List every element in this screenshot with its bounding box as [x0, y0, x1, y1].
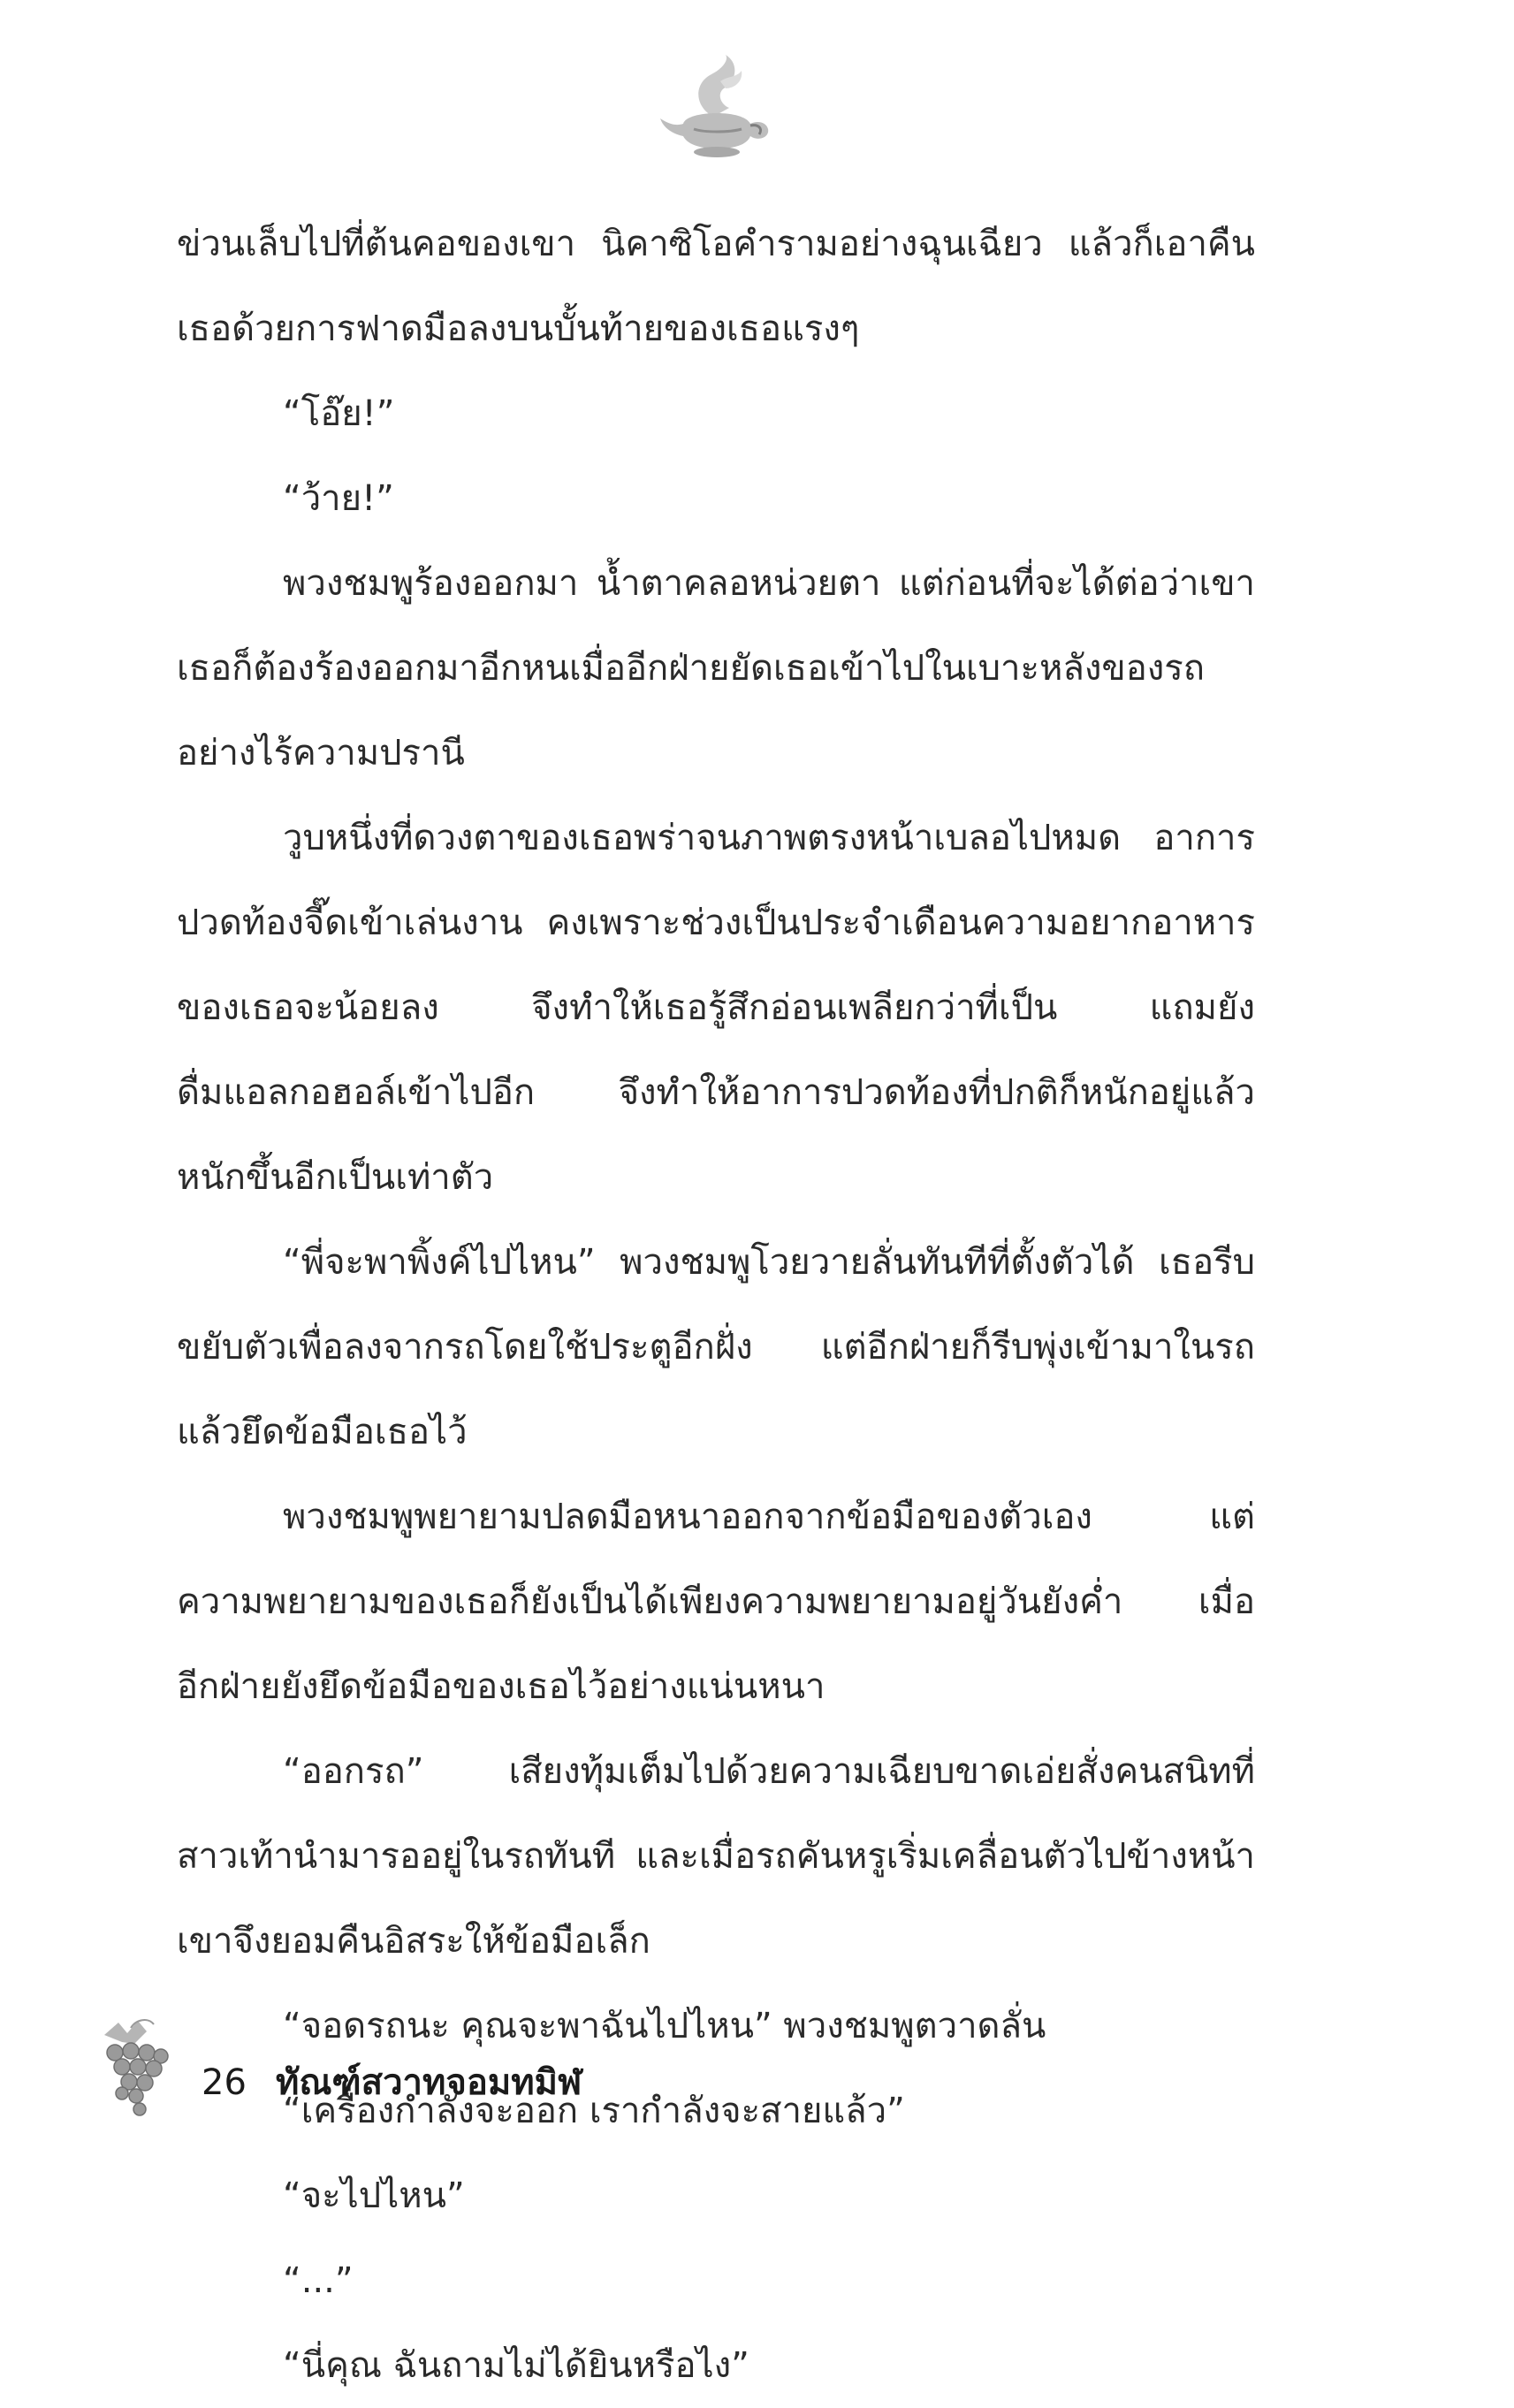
paragraph — [177, 2323, 1255, 2408]
page-number: 26 — [202, 2062, 247, 2103]
text-line: ของเธอจะน้อยลง จึงทำให้เธอรู้สึกอ่อนเพลียกว่าที่เป็น แถมยัง — [177, 987, 1255, 1028]
text-line: “จะไปไหน” — [283, 2176, 465, 2216]
text-line: สาวเท้านำมารออยู่ในรถทันที และเมื่อรถคันหรูเริ่มเคลื่อนตัวไปข้างหน้า — [177, 1836, 1255, 1877]
text-line: เธอก็ต้องร้องออกมาอีกหนเมื่ออีกฝ่ายยัดเธอเข้าไปในเบาะหลังของรถ — [177, 648, 1205, 689]
text-line: ปวดท้องจี๊ดเข้าเล่นงาน คงเพราะช่วงเป็นประจำเดือนความอยากอาหาร — [177, 903, 1255, 943]
text-line: พวงชมพูพยายามปลดมือหนาออกจากข้อมือของตัวเอง แต่ — [283, 1497, 1255, 1537]
paragraph — [177, 456, 1255, 541]
text-line: แล้วยึดข้อมือเธอไว้ — [177, 1412, 468, 1452]
text-line: “จอดรถนะ คุณจะพาฉันไปไหน” พวงชมพูตวาดลั่น — [283, 2006, 1046, 2046]
paragraph — [177, 202, 1255, 371]
text-line: พวงชมพูร้องออกมา น้ำตาคลอหน่วยตา แต่ก่อนที่จะได้ต่อว่าเขา — [283, 563, 1255, 604]
text-line: ความพยายามของเธอก็ยังเป็นได้เพียงความพยายามอยู่วันยังค่ำ เมื่อ — [177, 1581, 1255, 1622]
paragraph — [177, 1729, 1255, 1984]
text-line: “ออกรถ” เสียงทุ้มเต็มไปด้วยความเฉียบขาดเอ่ยสั่งคนสนิทที่ — [283, 1751, 1255, 1792]
paragraph — [177, 2238, 1255, 2323]
text-line: เธอด้วยการฟาดมือลงบนบั้นท้ายของเธอแรงๆ — [177, 309, 860, 349]
page-footer — [88, 2016, 707, 2122]
text-line: หนักขึ้นอีกเป็นเท่าตัว — [177, 1157, 494, 1198]
text-line: ข่วนเล็บไปที่ต้นคอของเขา นิคาซิโอคำรามอย่างฉุนเฉียว แล้วก็เอาคืน — [177, 224, 1255, 264]
text-line: “นี่คุณ ฉันถามไม่ได้ยินหรือไง” — [283, 2345, 749, 2386]
paragraph — [177, 541, 1255, 796]
paragraph — [177, 796, 1255, 1220]
grapes-icon — [95, 2016, 179, 2122]
text-line: เขาจึงยอมคืนอิสระให้ข้อมือเล็ก — [177, 1921, 650, 1962]
text-line: “...” — [283, 2260, 354, 2301]
book-title: ทัณฑ์สวาทจอมทมิฬ — [276, 2062, 582, 2103]
text-line: อย่างไร้ความปรานี — [177, 733, 465, 773]
genie-lamp-icon — [658, 55, 773, 159]
text-line: “เครื่องกำลังจะออก เรากำลังจะสายแล้ว” — [283, 2091, 905, 2131]
paragraph — [177, 371, 1255, 456]
text-line: “ว้าย!” — [283, 478, 394, 519]
paragraph — [177, 1475, 1255, 1729]
text-line: อีกฝ่ายยังยึดข้อมือของเธอไว้อย่างแน่นหนา — [177, 1666, 825, 1707]
text-line: “โอ๊ย!” — [283, 393, 395, 434]
text-line: ขยับตัวเพื่อลงจากรถโดยใช้ประตูอีกฝั่ง แต่อีกฝ่ายก็รีบพุ่งเข้ามาในรถ — [177, 1327, 1255, 1368]
text-line: ดื่มแอลกอฮอล์เข้าไปอีก จึงทำให้อาการปวดท้องที่ปกติก็หนักอยู่แล้ว — [177, 1072, 1255, 1113]
text-line: “พี่จะพาพิ้งค์ไปไหน” พวงชมพูโวยวายลั่นทันทีที่ตั้งตัวได้ เธอรีบ — [283, 1242, 1255, 1283]
paragraph — [177, 2153, 1255, 2238]
text-line: วูบหนึ่งที่ดวงตาของเธอพร่าจนภาพตรงหน้าเบลอไปหมด อาการ — [283, 818, 1255, 858]
paragraph — [177, 1220, 1255, 1475]
